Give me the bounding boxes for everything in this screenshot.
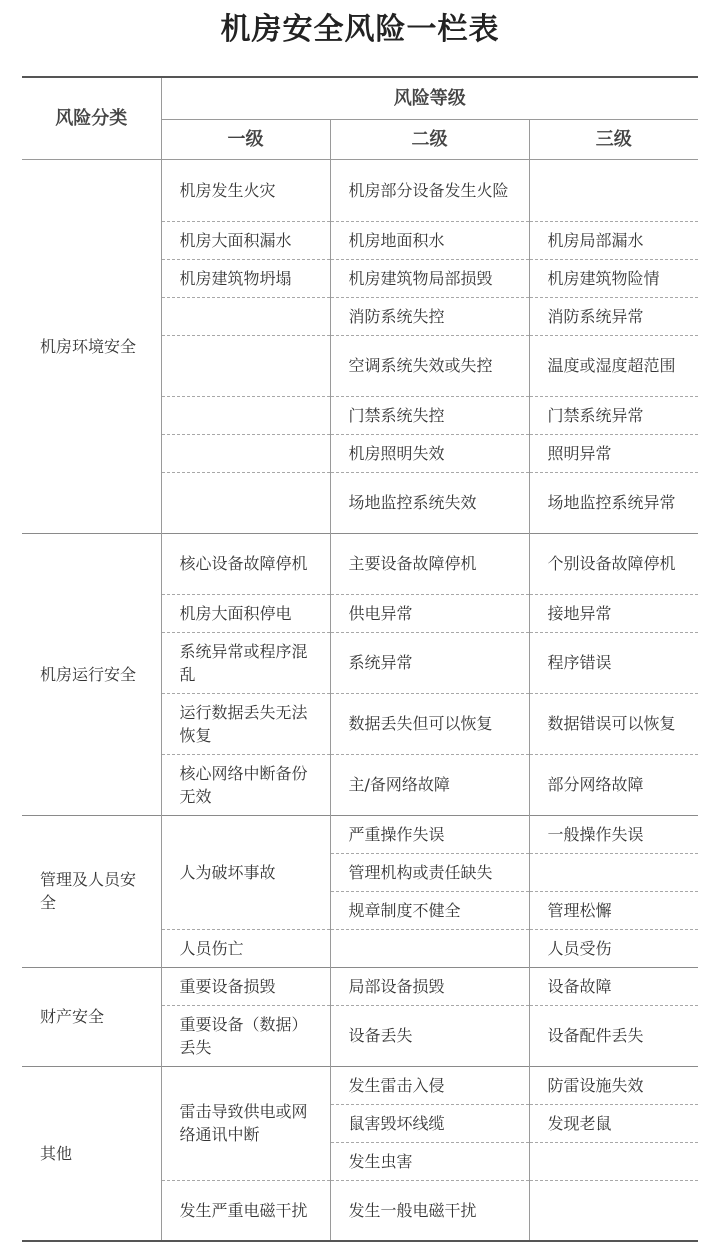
cell-level-3: 部分网络故障 (529, 754, 698, 815)
cell-level-1: 运行数据丢失无法恢复 (161, 693, 330, 754)
risk-table (22, 76, 698, 1242)
category-cell: 财产安全 (22, 967, 161, 1066)
cell-level-1: 核心设备故障停机 (161, 533, 330, 594)
header-level-3: 三级 (529, 119, 698, 159)
table-row (22, 815, 698, 853)
cell-level-3 (529, 159, 698, 221)
cell-level-1: 人为破坏事故 (161, 815, 330, 929)
table-row (22, 1066, 698, 1104)
category-cell: 机房环境安全 (22, 159, 161, 533)
cell-level-1: 机房大面积漏水 (161, 221, 330, 259)
category-cell: 机房运行安全 (22, 533, 161, 815)
cell-level-1: 重要设备损毁 (161, 967, 330, 1005)
cell-level-3 (529, 1142, 698, 1180)
cell-level-1: 机房建筑物坍塌 (161, 259, 330, 297)
cell-level-2: 机房部分设备发生火险 (330, 159, 529, 221)
cell-level-2: 管理机构或责任缺失 (330, 853, 529, 891)
cell-level-3: 程序错误 (529, 632, 698, 693)
cell-level-2: 机房地面积水 (330, 221, 529, 259)
cell-level-3: 场地监控系统异常 (529, 472, 698, 533)
cell-level-2: 门禁系统失控 (330, 396, 529, 434)
cell-level-2: 供电异常 (330, 594, 529, 632)
cell-level-2: 发生雷击入侵 (330, 1066, 529, 1104)
cell-level-3: 机房局部漏水 (529, 221, 698, 259)
cell-level-1 (161, 434, 330, 472)
cell-level-3: 消防系统异常 (529, 297, 698, 335)
cell-level-2: 主/备网络故障 (330, 754, 529, 815)
cell-level-1: 机房大面积停电 (161, 594, 330, 632)
cell-level-3: 设备故障 (529, 967, 698, 1005)
cell-level-2: 主要设备故障停机 (330, 533, 529, 594)
risk-table-container (22, 76, 698, 1242)
page-title: 机房安全风险一栏表 (220, 12, 500, 47)
cell-level-2: 设备丢失 (330, 1005, 529, 1066)
cell-level-1 (161, 396, 330, 434)
cell-level-2: 发生一般电磁干扰 (330, 1180, 529, 1241)
table-row (22, 533, 698, 594)
header-level-2: 二级 (330, 119, 529, 159)
cell-level-2: 局部设备损毁 (330, 967, 529, 1005)
table-row (22, 159, 698, 221)
cell-level-3: 人员受伤 (529, 929, 698, 967)
cell-level-2: 机房照明失效 (330, 434, 529, 472)
cell-level-3: 温度或湿度超范围 (529, 335, 698, 396)
cell-level-2: 数据丢失但可以恢复 (330, 693, 529, 754)
cell-level-1: 机房发生火灾 (161, 159, 330, 221)
cell-level-2: 发生虫害 (330, 1142, 529, 1180)
cell-level-3: 数据错误可以恢复 (529, 693, 698, 754)
category-cell: 管理及人员安全 (22, 815, 161, 967)
cell-level-3: 设备配件丢失 (529, 1005, 698, 1066)
cell-level-3: 个别设备故障停机 (529, 533, 698, 594)
cell-level-3: 门禁系统异常 (529, 396, 698, 434)
cell-level-2: 系统异常 (330, 632, 529, 693)
cell-level-1 (161, 297, 330, 335)
cell-level-1: 人员伤亡 (161, 929, 330, 967)
cell-level-1 (161, 335, 330, 396)
cell-level-3 (529, 853, 698, 891)
header-level-1: 一级 (161, 119, 330, 159)
cell-level-2: 场地监控系统失效 (330, 472, 529, 533)
cell-level-1: 系统异常或程序混乱 (161, 632, 330, 693)
cell-level-3 (529, 1180, 698, 1241)
cell-level-3: 管理松懈 (529, 891, 698, 929)
cell-level-2: 空调系统失效或失控 (330, 335, 529, 396)
cell-level-1: 重要设备（数据）丢失 (161, 1005, 330, 1066)
cell-level-3: 发现老鼠 (529, 1104, 698, 1142)
cell-level-1 (161, 472, 330, 533)
table-row (22, 967, 698, 1005)
cell-level-2 (330, 929, 529, 967)
cell-level-3: 照明异常 (529, 434, 698, 472)
cell-level-1: 雷击导致供电或网络通讯中断 (161, 1066, 330, 1180)
cell-level-3: 一般操作失误 (529, 815, 698, 853)
cell-level-3: 防雷设施失效 (529, 1066, 698, 1104)
cell-level-3: 机房建筑物险情 (529, 259, 698, 297)
header-category: 风险分类 (22, 77, 161, 159)
cell-level-2: 消防系统失控 (330, 297, 529, 335)
cell-level-2: 规章制度不健全 (330, 891, 529, 929)
cell-level-1: 核心网络中断备份无效 (161, 754, 330, 815)
cell-level-1: 发生严重电磁干扰 (161, 1180, 330, 1241)
cell-level-2: 机房建筑物局部损毁 (330, 259, 529, 297)
cell-level-2: 严重操作失误 (330, 815, 529, 853)
header-level-group: 风险等级 (161, 77, 698, 119)
category-cell: 其他 (22, 1066, 161, 1241)
cell-level-3: 接地异常 (529, 594, 698, 632)
cell-level-2: 鼠害毁坏线缆 (330, 1104, 529, 1142)
